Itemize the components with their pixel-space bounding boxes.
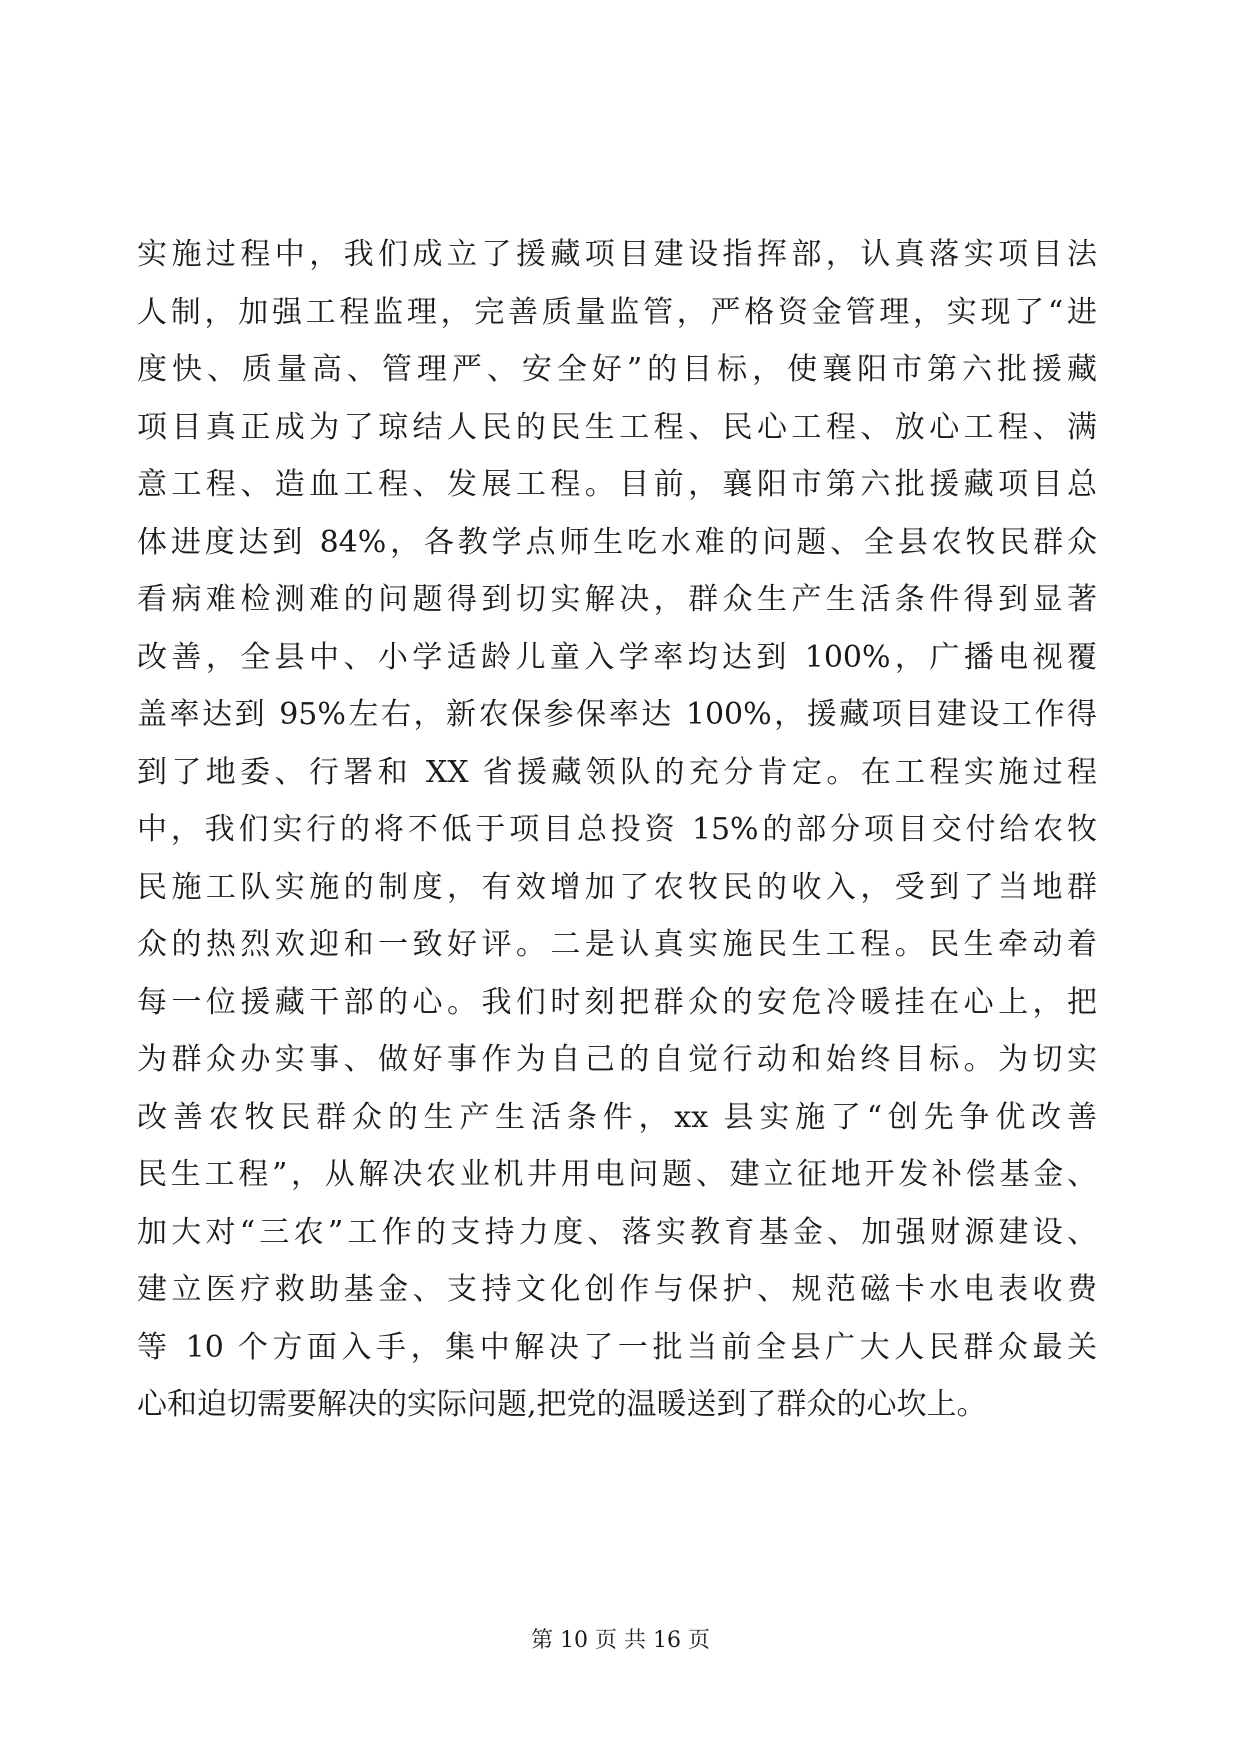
text-line: 改善，全县中、小学适龄儿童入学率均达到 100%，广播电视覆 [137,639,1097,675]
text-line: 众的热烈欢迎和一致好评。二是认真实施民生工程。民生牵动着 [137,927,1097,962]
text-line: 民施工队实施的制度，有效增加了农牧民的收入，受到了当地群 [137,869,1097,905]
text-line: 民生工程”，从解决农业机井用电问题、建立征地开发补偿基金、 [137,1157,1097,1192]
text-line: 改善农牧民群众的生产生活条件，xx 县实施了“创先争优改善 [137,1099,1097,1135]
text-line: 中，我们实行的将不低于项目总投资 15%的部分项目交付给农牧 [137,812,1097,847]
text-line: 每一位援藏干部的心。我们时刻把群众的安危冷暖挂在心上，把 [137,984,1097,1020]
text-line: 项目真正成为了琼结人民的民生工程、民心工程、放心工程、满 [137,409,1097,445]
text-line: 等 10 个方面入手，集中解决了一批当前全县广大人民群众最关 [137,1329,1097,1365]
text-line: 体进度达到 84%，各教学点师生吃水难的问题、全县农牧民群众 [137,524,1097,560]
text-line: 建立医疗救助基金、支持文化创作与保护、规范磁卡水电表收费 [137,1272,1097,1307]
text-line: 加大对“三农”工作的支持力度、落实教育基金、加强财源建设、 [137,1214,1097,1250]
text-line: 人制，加强工程监理，完善质量监管，严格资金管理，实现了“进 [137,294,1097,330]
body-paragraph [137,226,1097,1434]
text-line: 意工程、造血工程、发展工程。目前，襄阳市第六批援藏项目总 [137,467,1097,502]
page-number-footer: 第 10 页 共 16 页 [531,1628,710,1653]
text-line: 心和迫切需要解决的实际问题,把党的温暖送到了群众的心坎上。 [137,1387,987,1422]
text-line: 看病难检测难的问题得到切实解决，群众生产生活条件得到显著 [137,582,1097,617]
text-line: 实施过程中，我们成立了援藏项目建设指挥部，认真落实项目法 [137,237,1097,272]
text-line: 盖率达到 95%左右，新农保参保率达 100%，援藏项目建设工作得 [137,697,1097,732]
text-line: 度快、质量高、管理严、安全好”的目标，使襄阳市第六批援藏 [137,352,1097,387]
text-line: 为群众办实事、做好事作为自己的自觉行动和始终目标。为切实 [137,1042,1097,1077]
text-line: 到了地委、行署和 XX 省援藏领队的充分肯定。在工程实施过程 [137,754,1097,790]
